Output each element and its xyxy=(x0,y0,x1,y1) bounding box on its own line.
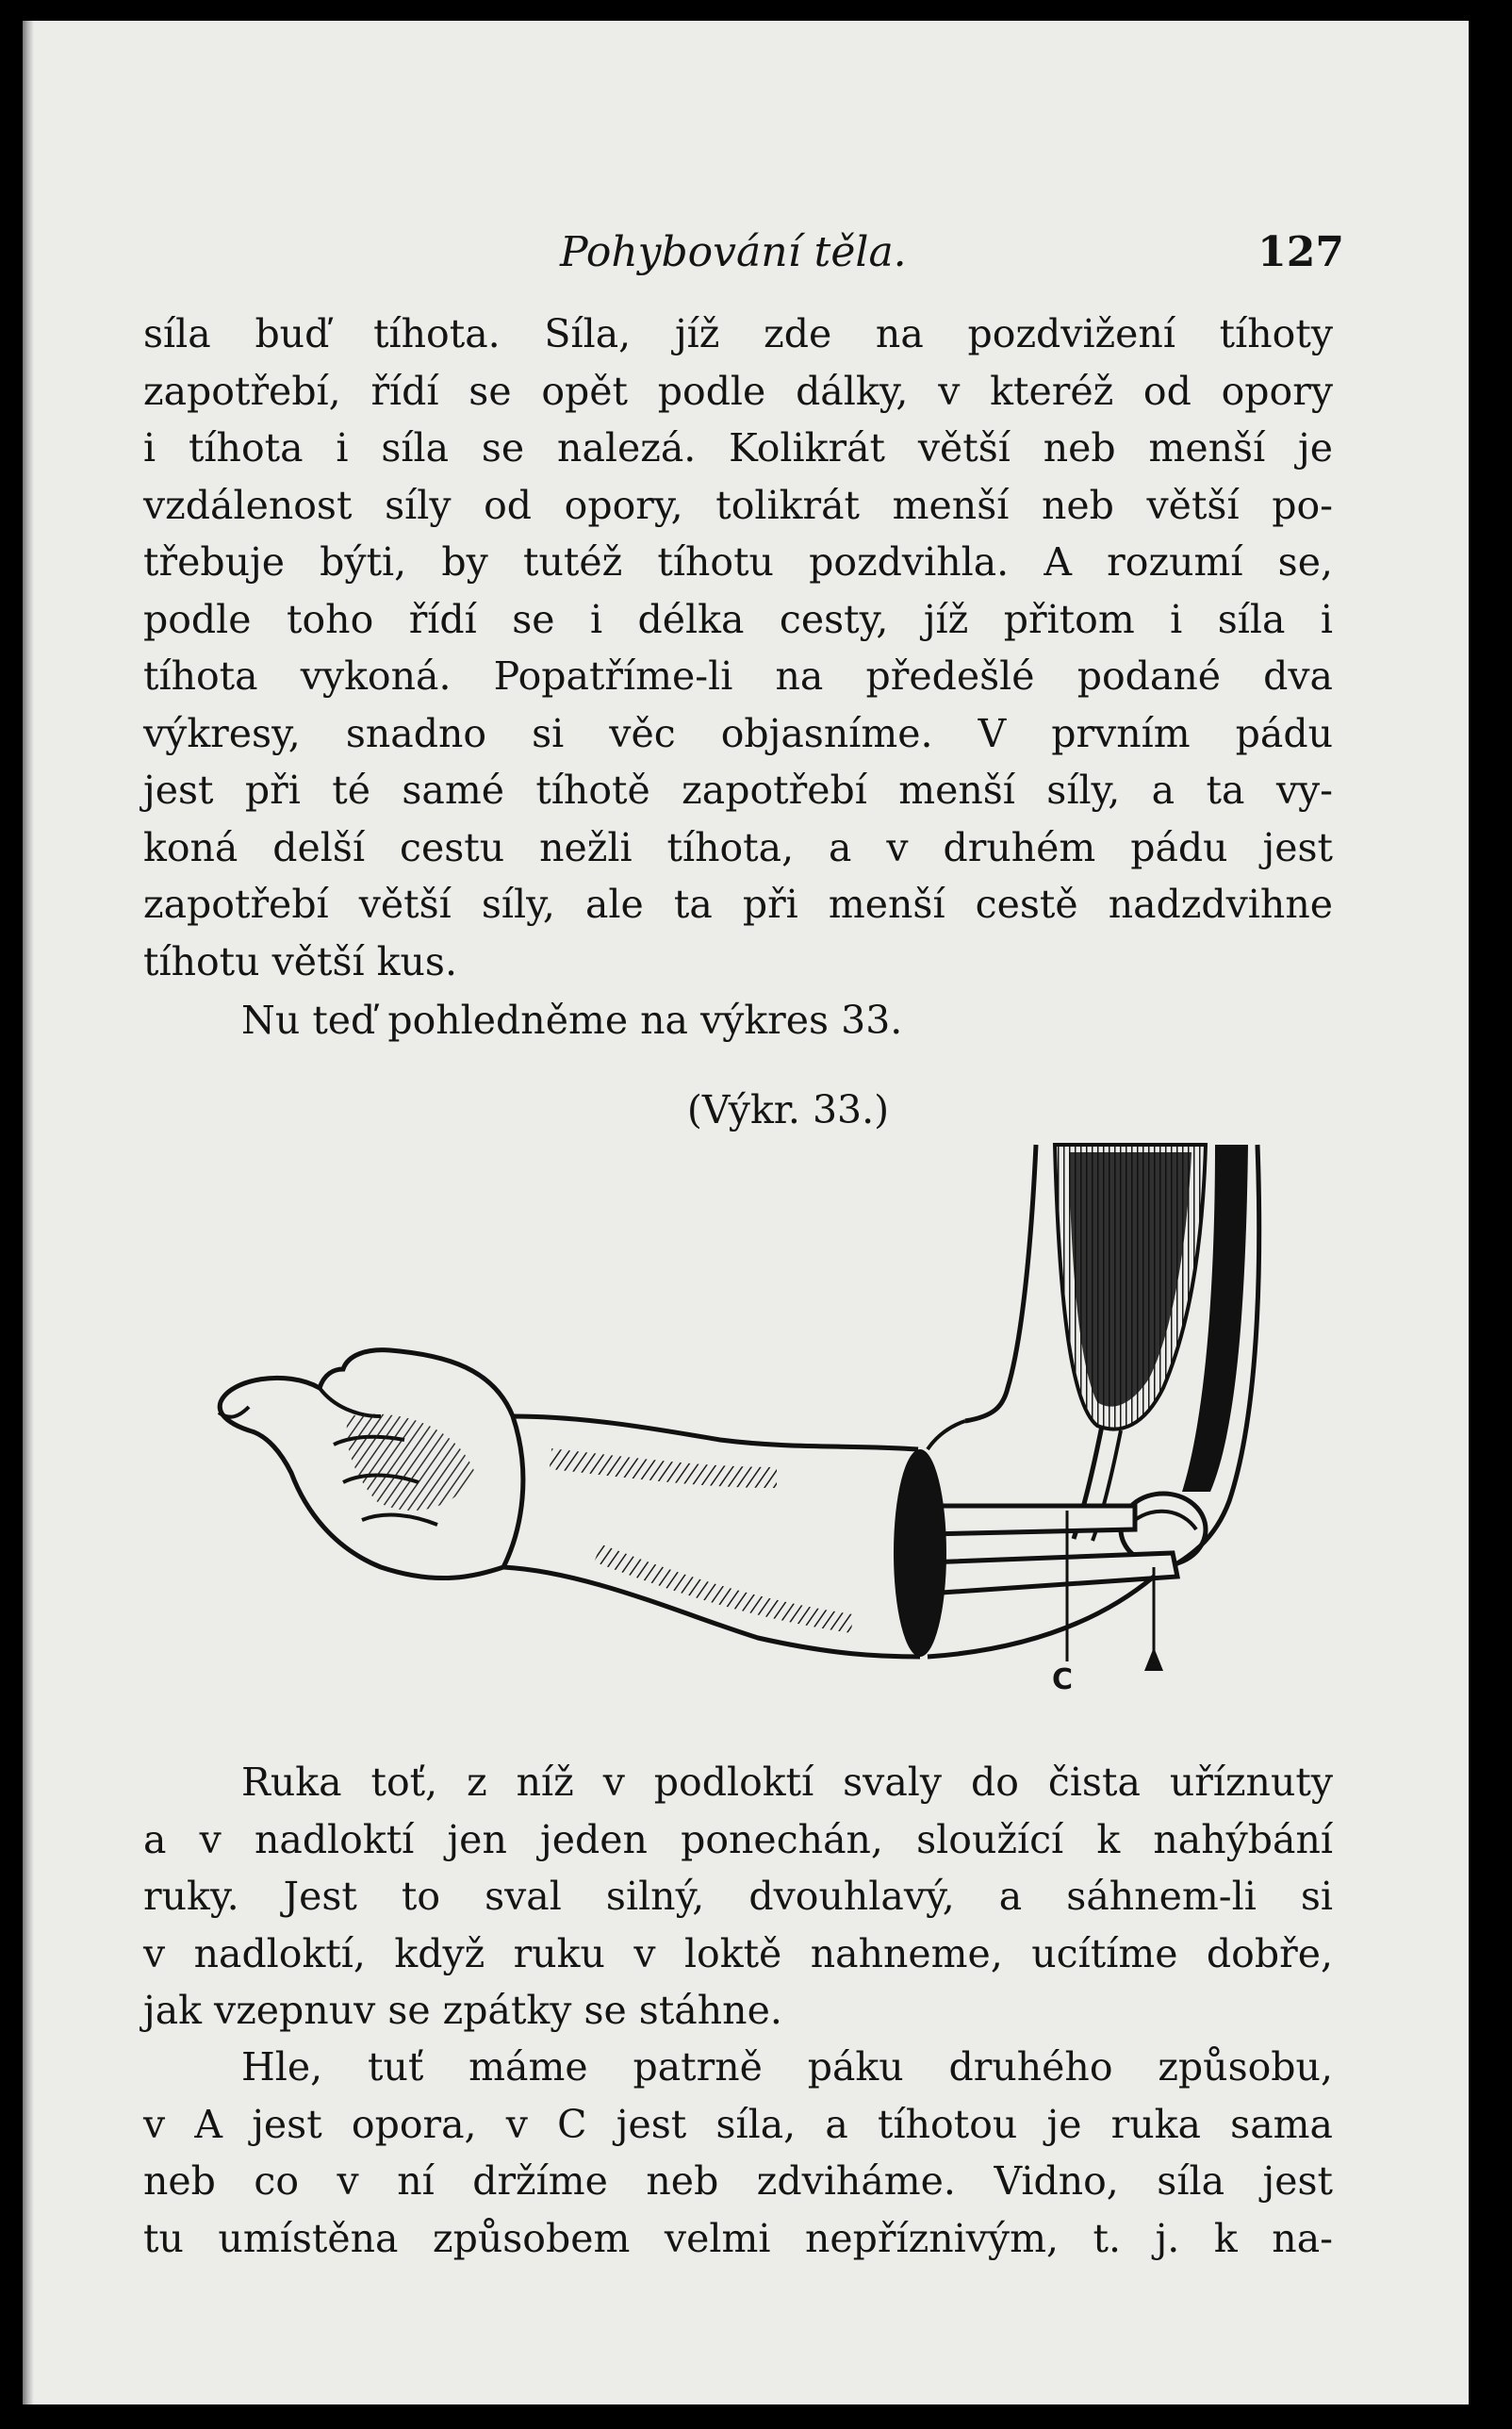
running-title: Pohybování těla. xyxy=(560,228,907,276)
paragraph-1 xyxy=(143,306,1333,990)
page-edge-shadow xyxy=(23,21,34,2404)
label-c: C xyxy=(1052,1663,1074,1696)
arm-illustration xyxy=(192,1133,1323,1718)
text-line: v nadloktí, když ruku v loktě nahneme, ucítíme dobře, xyxy=(143,1930,1333,1976)
palm-shading xyxy=(347,1414,475,1512)
upper-arm-outline xyxy=(965,1145,1036,1421)
text-line: Nu teď pohledněme na výkres 33. xyxy=(241,998,903,1043)
text-line: tíhotu větší kus. xyxy=(143,938,458,984)
text-line: jest při té samé tíhotě zapotřebí menší síly, a ta vy- xyxy=(143,768,1333,813)
page-header xyxy=(143,215,1344,290)
arrow-a xyxy=(1144,1647,1163,1671)
text-line: i tíhota i síla se nalezá. Kolikrát větší neb menší je xyxy=(143,425,1333,471)
text-line: tu umístěna způsobem velmi nepříznivým, t. j. k na- xyxy=(143,2215,1333,2261)
text-line: síla buď tíhota. Síla, jíž zde na pozdvižení tíhoty xyxy=(143,311,1333,356)
forearm-outline xyxy=(513,1416,918,1449)
book-page xyxy=(23,21,1469,2404)
text-line: jak vzepnuv se zpátky se stáhne. xyxy=(143,1988,782,2033)
text-line: výkresy, snadno si věc objasníme. V prvním pádu xyxy=(143,710,1333,756)
text-line: vzdálenost síly od opory, tolikrát menší neb větší po- xyxy=(143,482,1333,528)
text-line: Hle, tuť máme patrně páku druhého způsobu, xyxy=(241,2044,1333,2090)
text-line: v A jest opora, v C jest síla, a tíhotou je ruka sama xyxy=(143,2101,1333,2147)
paragraph-3 xyxy=(143,1754,1333,2040)
text-line: třebuje býti, by tutéž tíhotu pozdvihla. A rozumí se, xyxy=(143,539,1333,585)
text-line: a v nadloktí jen jeden ponechán, sloužící k nahýbání xyxy=(143,1816,1333,1862)
text-line: Ruka toť, z níž v podloktí svaly do čista uříznuty xyxy=(241,1760,1333,1805)
forearm-cross-section xyxy=(894,1449,946,1657)
text-line: zapotřebí, řídí se opět podle dálky, v kteréž od opory xyxy=(143,368,1333,414)
text-line: neb co v ní držíme neb zdviháme. Vidno, síla jest xyxy=(143,2158,1333,2204)
figure-caption: (Výkr. 33.) xyxy=(686,1087,890,1132)
text-line: tíhota vykoná. Popatříme-li na předešlé podané dva xyxy=(143,653,1333,699)
page-number: 127 xyxy=(1257,228,1344,276)
arm-drawing xyxy=(192,1133,1323,1718)
radius-bone xyxy=(928,1506,1135,1534)
text-line: ruky. Jest to sval silný, dvouhlavý, a sáhnem-li si xyxy=(143,1874,1333,1919)
text-line: podle toho řídí se i délka cesty, jíž přitom i síla i xyxy=(143,596,1333,642)
paragraph-2 xyxy=(143,992,1333,1049)
text-line: zapotřebí větší síly, ale ta při menší cestě nadzdvihne xyxy=(143,882,1333,927)
text-line: koná delší cestu nežli tíhota, a v druhém pádu jest xyxy=(143,824,1333,870)
paragraph-4 xyxy=(143,2039,1333,2267)
